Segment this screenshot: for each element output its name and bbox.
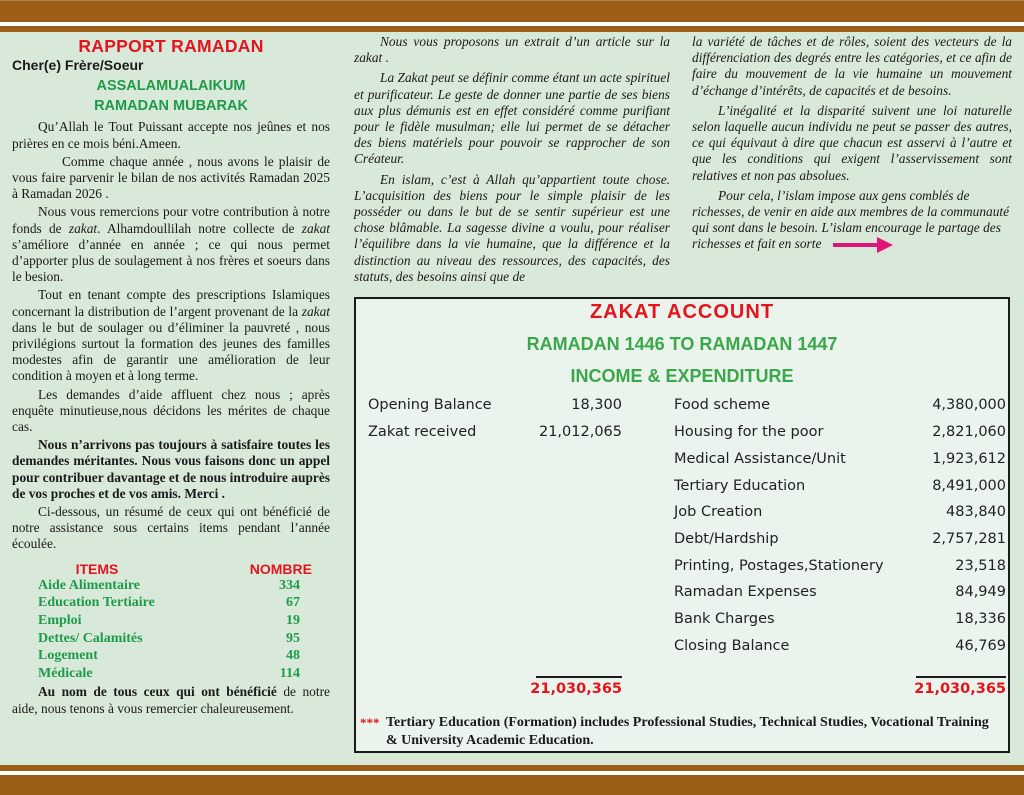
- income-value: 21,012,065: [538, 424, 622, 440]
- expenditure-value: 84,949: [955, 584, 1006, 600]
- expenditure-label: Food scheme: [674, 397, 771, 413]
- beneficiary-row: [12, 647, 312, 665]
- salutation-ramadan-mubarak: RAMADAN MUBARAK: [94, 98, 248, 115]
- letter-paragraph-6: Nous n’arrivons pas toujours à satisfaire toutes les demandes méritantes. Nous vous faisons donc un appel pour contribuer davantage et de nous introduire auprès de vos proches et de vos amis. Merci .: [12, 437, 330, 501]
- expenditure-label: Debt/Hardship: [674, 531, 779, 547]
- zakat-term: zakat: [301, 220, 330, 236]
- count-header: NOMBRE: [249, 560, 312, 577]
- beneficiary-label: Emploi: [38, 613, 82, 629]
- article-paragraph-3: L’inégalité et la disparité suivent une loi naturelle selon laquelle aucun individu ne peut se passer des autres, ce qui équivaut à dire que chacun est asservi à l’autre et que les conditions qui exigent l’asservissement sont relatives et non pas absolues.: [692, 102, 1012, 183]
- expenditure-label: Ramadan Expenses: [674, 584, 817, 600]
- letter-paragraph-3-text-b: . Alhamdoullilah notre collecte de: [97, 220, 302, 236]
- zakat-account-box: [354, 297, 1010, 753]
- expenditure-value: 8,491,000: [932, 478, 1006, 494]
- report-title: RAPPORT RAMADAN: [78, 36, 264, 56]
- letter-paragraph-2: [12, 154, 330, 203]
- article-column-2: [692, 34, 1012, 255]
- letter-paragraph-2-text: Comme chaque année , nous avons le plaisir de vous faire parvenir le bilan de nos activités Ramadan 2025 à Ramadan 2026 .: [12, 153, 330, 202]
- beneficiary-label: Aide Alimentaire: [38, 577, 141, 593]
- expenditure-label: Housing for the poor: [674, 424, 824, 440]
- zakat-term: zakat: [68, 220, 98, 236]
- beneficiary-row: [12, 594, 312, 612]
- expenditure-label: Printing, Postages,Stationery: [674, 558, 884, 574]
- beneficiary-row: [12, 665, 312, 683]
- account-title: ZAKAT ACCOUNT: [589, 301, 775, 323]
- letter-paragraph-7: Ci-dessous, un résumé de ceux qui ont bénéficié de notre assistance sous certains items pendant l’année écoulée.: [12, 504, 330, 552]
- expenditure-value: 4,380,000: [932, 397, 1006, 413]
- letter-paragraph-5: Les demandes d’aide affluent chez nous ; après enquête minutieuse,nous décidons les mérites de chaque cas.: [12, 386, 330, 435]
- beneficiary-label: Education Tertiaire: [38, 595, 155, 611]
- income-label: Opening Balance: [368, 397, 492, 413]
- letter-closing-bold: Au nom de tous ceux qui ont bénéficié: [38, 684, 277, 700]
- expenditure-label: Bank Charges: [674, 611, 775, 627]
- expenditure-value: 483,840: [946, 504, 1006, 520]
- salutation-assalamualaikum: ASSALAMUALAIKUM: [96, 78, 246, 95]
- footnote-marker: ***: [360, 715, 380, 730]
- beneficiary-count: 67: [286, 595, 300, 611]
- letter-paragraph-3-text-a: Nous vous remercions pour votre contribution à notre fonds de: [12, 204, 330, 236]
- income-value: 18,300: [571, 397, 622, 413]
- letter-paragraph-4-text-a: Tout en tenant compte des prescriptions Islamiques concernant la distribution de l’argent provenant de la: [12, 287, 330, 319]
- article-paragraph-4-text: Pour cela, l’islam impose aux gens comblés de richesses, de venir en aide aux membres de la communauté qui sont dans le besoin. L’islam encourage le partage des richesses et fait en sorte: [692, 187, 1010, 252]
- letter-paragraph-3-text-c: s’améliore d’année en année ; ce qui nous permet d’apporter plus de soulagement à nos frères et soeurs dans le besion.: [12, 236, 330, 285]
- expenditure-value: 46,769: [955, 638, 1006, 654]
- beneficiary-count: 48: [286, 648, 300, 664]
- income-total: 21,030,365: [530, 681, 622, 697]
- letter-closing-rest: de notre aide, nous tenons à vous remercier chaleureusement.: [12, 684, 330, 716]
- greeting: Cher(e) Frère/Soeur: [12, 57, 144, 74]
- income-label: Zakat received: [368, 424, 477, 440]
- beneficiary-label: Médicale: [38, 665, 93, 681]
- account-subtitle: INCOME & EXPENDITURE: [570, 366, 794, 386]
- letter-closing: [12, 684, 330, 716]
- expenditure-label: Tertiary Education: [674, 478, 806, 494]
- article-paragraph-1: La Zakat peut se définir comme étant un acte spirituel et purificateur. Le geste de donner une partie de ses biens aux plus démunis est en effet considéré comme purifiant pour le fidèle musulman; elle lui permet de se détacher des biens matériels pour pouvoir se rapprocher de son Créateur.: [354, 70, 670, 167]
- article-paragraph-2: En islam, c’est à Allah qu’appartient toute chose. L’acquisition des biens pour le simple plaisir de les posséder ou dans le but de se sentir supérieur est une chose blâmable. La sagesse divine a voulu, pour réaliser l’équilibre dans la vie humaine, que la différence et la distinction au niveau des ressources, des capacités, des statuts, des besoins ainsi que de: [354, 171, 670, 284]
- beneficiary-row: [12, 612, 312, 630]
- letter-paragraph-3: [12, 204, 330, 285]
- beneficiary-row: [12, 577, 312, 595]
- letter-column: [12, 36, 330, 719]
- items-header: ITEMS: [75, 560, 119, 577]
- expenditure-value: 1,923,612: [932, 451, 1006, 467]
- bottom-border-band: [0, 775, 1024, 795]
- income-total-rule: [536, 676, 622, 678]
- beneficiary-label: Logement: [38, 648, 98, 664]
- letter-paragraph-4: [12, 287, 330, 384]
- expenditure-total: 21,030,365: [914, 681, 1006, 697]
- beneficiary-row: [12, 630, 312, 648]
- beneficiaries-table: [12, 561, 312, 683]
- article-column-1: [354, 34, 670, 287]
- letter-paragraph-1: Qu’Allah le Tout Puissant accepte nos jeûnes et nos prières en ce mois béni.Ameen.: [12, 119, 330, 151]
- expenditure-total-rule: [916, 676, 1006, 678]
- arrow-right-icon: [833, 240, 893, 250]
- article-paragraph-4: [692, 188, 1012, 253]
- top-border-band: [0, 0, 1024, 22]
- beneficiary-count: 19: [286, 613, 300, 629]
- zakat-term: zakat: [301, 303, 330, 319]
- beneficiary-count: 95: [286, 630, 300, 646]
- account-footnote: [360, 714, 1000, 750]
- beneficiary-count: 334: [279, 577, 300, 593]
- expenditure-value: 2,821,060: [932, 424, 1006, 440]
- expenditure-label: Medical Assistance/Unit: [674, 451, 846, 467]
- beneficiary-label: Dettes/ Calamités: [38, 630, 143, 646]
- article-paragraph-2-continued: la variété de tâches et de rôles, soient des vecteurs de la différenciation des degrés entre les catégories, et ce afin de faire du mouvement de la vie humaine un mouvement d’échange d’intérêts, de capacités et de besoins.: [692, 34, 1012, 98]
- article-intro: Nous vous proposons un extrait d’un article sur la zakat .: [354, 34, 670, 66]
- footnote-text: Tertiary Education (Formation) includes Professional Studies, Technical Studies, Vocational Training & University Academic Education.: [386, 715, 989, 748]
- expenditure-label: Job Creation: [674, 504, 763, 520]
- letter-paragraph-4-text-b: dans le but de soulager ou d’éliminer la pauvreté , nous privilégions surtout la formation des jeunes des familles modestes afin de garantir une amélioration de leur condition à moyen et à long terme.: [12, 319, 330, 384]
- expenditure-value: 23,518: [955, 558, 1006, 574]
- expenditure-value: 18,336: [955, 611, 1006, 627]
- beneficiary-count: 114: [279, 665, 300, 681]
- top-border-thin-band: [0, 26, 1024, 32]
- expenditure-value: 2,757,281: [932, 531, 1006, 547]
- account-period: RAMADAN 1446 TO RAMADAN 1447: [526, 334, 838, 354]
- expenditure-label: Closing Balance: [674, 638, 790, 654]
- beneficiaries-header: [12, 561, 312, 577]
